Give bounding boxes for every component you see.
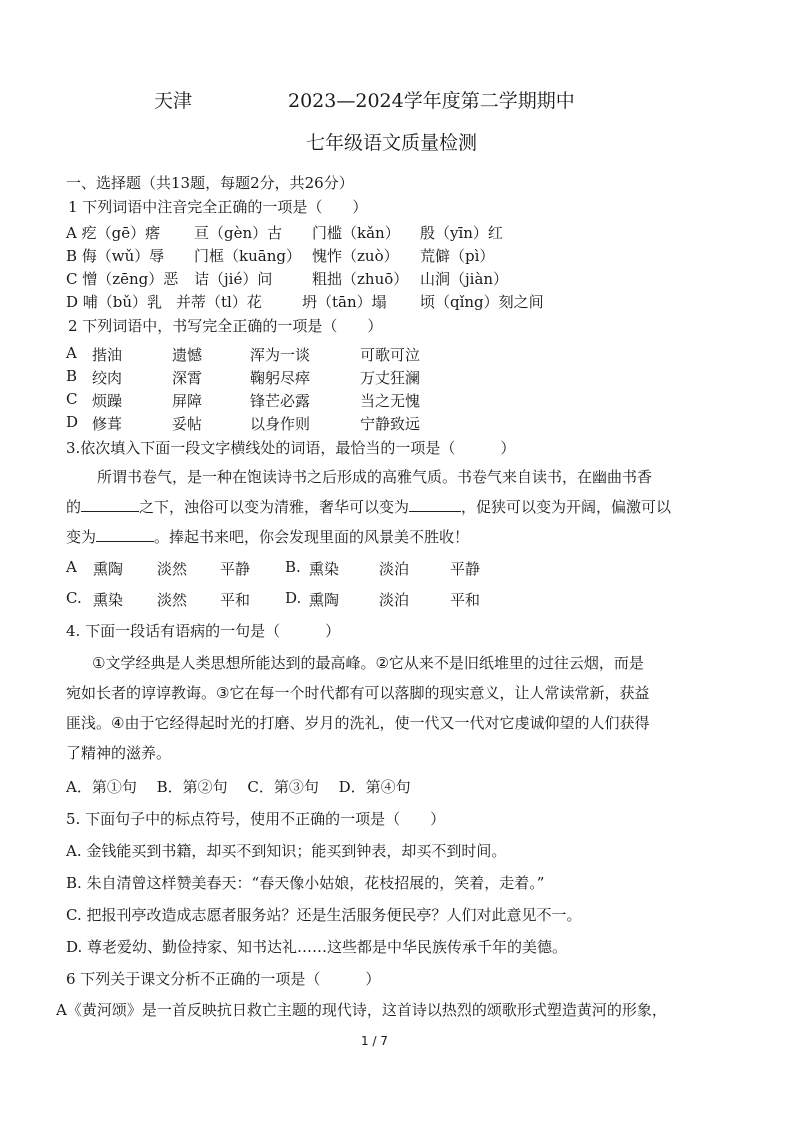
q4-passage-line1: ①文学经典是人类思想所能达到的最高峰。②它从来不是旧纸堆里的过往云烟，而是 [92, 654, 644, 672]
q4-stem: 4. 下面一段话有语病的一句是（ ） [66, 622, 341, 640]
q2-b-word3: 鞠躬尽瘁 [250, 369, 311, 387]
q2-stem: 2 下列词语中，书写完全正确的一项是（ ） [68, 317, 383, 335]
q2-d-letter: D [66, 413, 79, 431]
q2-b-letter: B [66, 367, 78, 385]
q3-blank-3 [96, 527, 154, 542]
q2-c-word3: 锋芒必露 [250, 392, 311, 410]
q3-d-letter: D. [285, 589, 302, 607]
q3-c-word1: 熏染 [93, 591, 124, 609]
q1-d-word2: 并蒂（tl）花 [176, 293, 262, 311]
q2-d-word1: 修葺 [92, 415, 123, 433]
q2-d-word2: 妥帖 [172, 415, 203, 433]
page-number: 1 / 7 [361, 1034, 388, 1048]
q1-a-word1: A 疙（gē）瘩 [66, 224, 161, 242]
q5-option-c: C. 把报刊亭改造成志愿者服务站？还是生活服务便民亭？人们对此意见不一。 [66, 906, 582, 924]
q3-text-3b: 。捧起书来吧，你会发现里面的风景美不胜收！ [154, 528, 470, 546]
q1-b-word1: B 侮（wǔ）辱 [66, 247, 165, 265]
q1-c-word2: 诘（jié）问 [194, 270, 273, 288]
q3-passage-line3 [66, 526, 469, 547]
q1-d-word4: 顷（qǐng）刻之间 [420, 293, 544, 311]
q6-option-a: A《黄河颂》是一首反映抗日救亡主题的现代诗，这首诗以热烈的颂歌形式塑造黄河的形象， [56, 1001, 667, 1019]
q5-option-b: B. 朱自清曾这样赞美春天：“春天像小姑娘，花枝招展的，笑着，走着。” [66, 874, 545, 892]
q2-b-word1: 绞肉 [92, 369, 123, 387]
q3-c-word2: 淡然 [157, 591, 188, 609]
q4-passage-line2: 宛如长者的谆谆教诲。③它在每一个时代都有可以落脚的现实意义，让人常读常新，获益 [66, 684, 650, 702]
q1-a-word2: 亘（gèn）古 [194, 224, 283, 242]
q3-text-3a: 变为 [66, 528, 97, 546]
q3-a-word3: 平静 [220, 560, 251, 578]
q3-d-word1: 熏陶 [309, 591, 340, 609]
q2-c-letter: C [66, 390, 78, 408]
q4-options: A．第①句 B．第②句 C．第③句 D．第④句 [66, 778, 411, 796]
q2-d-word4: 宁静致远 [360, 415, 421, 433]
q3-blank-1 [81, 497, 139, 512]
q2-c-word2: 屏障 [172, 392, 203, 410]
q2-d-word3: 以身作则 [250, 415, 311, 433]
q5-option-d: D. 尊老爱幼、勤俭持家、知书达礼……这些都是中华民族传承千年的美德。 [66, 938, 568, 956]
q1-b-word4: 荒僻（pì） [420, 247, 495, 265]
q1-stem [68, 196, 367, 217]
q3-text-2a: 的 [66, 498, 82, 516]
q4-passage-line4: 了精神的滋养。 [66, 744, 172, 762]
q3-b-word1: 熏染 [309, 560, 340, 578]
q2-a-word3: 浑为一谈 [250, 346, 311, 364]
q4-passage-line3: 匪浅。④由于它经得起时光的打磨、岁月的洗礼，使一代又一代对它虔诚仰望的人们获得 [66, 714, 650, 732]
q3-b-word3: 平静 [450, 560, 481, 578]
q2-b-word4: 万丈狂澜 [360, 369, 421, 387]
q2-c-word1: 烦躁 [92, 392, 123, 410]
q1-a-word4: 殷（yīn）红 [420, 224, 503, 242]
exam-year-title: 2023—2024学年度第二学期期中 [288, 90, 575, 112]
q1-d-word1: D 哺（bǔ）乳 [66, 293, 163, 311]
q3-b-letter: B. [285, 558, 301, 576]
q3-a-word1: 熏陶 [93, 560, 124, 578]
q2-a-word4: 可歌可泣 [360, 346, 421, 364]
q1-c-word1: C 憎（zēng）恶 [66, 270, 179, 288]
q2-c-word4: 当之无愧 [360, 392, 421, 410]
q3-stem: 3.依次填入下面一段文字横线处的词语，最恰当的一项是（ ） [66, 439, 516, 457]
exam-subtitle: 七年级语文质量检测 [306, 132, 478, 154]
q3-c-word3: 平和 [220, 591, 251, 609]
q1-b-word2: 门框（kuāng） [194, 247, 301, 265]
q1-c-word4: 山涧（jiàn） [420, 270, 509, 288]
q6-stem: 6 下列关于课文分析不正确的一项是（ ） [66, 970, 381, 988]
q3-text-2c: ，促狭可以变为开阔，偏激可以 [461, 498, 672, 516]
q1-c-word3: 粗拙（zhuō） [312, 270, 409, 288]
q3-d-word2: 淡泊 [379, 591, 410, 609]
q1-stem-text: 1 下列词语中注音完全正确的一项是（ ） [68, 198, 368, 216]
q3-c-letter: C. [66, 589, 82, 607]
q3-d-word3: 平和 [450, 591, 481, 609]
section-heading: 一、选择题（共13题，每题2分，共26分） [66, 174, 354, 192]
q3-a-letter: A [66, 558, 77, 576]
q3-passage-line1: 所谓书卷气，是一种在饱读诗书之后形成的高雅气质。书卷气来自读书，在幽曲书香 [97, 468, 653, 486]
q2-a-letter: A [66, 344, 77, 362]
q3-a-word2: 淡然 [157, 560, 188, 578]
q3-text-2b: 之下，浊俗可以变为清雅，奢华可以变为 [139, 498, 410, 516]
q1-b-word3: 愧怍（zuò） [312, 247, 399, 265]
q1-a-word3: 门槛（kǎn） [312, 224, 400, 242]
q3-b-word2: 淡泊 [379, 560, 410, 578]
q2-a-word2: 遗憾 [172, 346, 203, 364]
region-label: 天津 [154, 90, 193, 112]
q3-passage-line2 [66, 496, 671, 517]
q5-option-a: A. 金钱能买到书籍，却买不到知识；能买到钟表，却买不到时间。 [66, 842, 507, 860]
q1-d-word3: 坍（tān）塌 [302, 293, 387, 311]
q3-blank-2 [409, 497, 461, 512]
q5-stem: 5. 下面句子中的标点符号，使用不正确的一项是（ ） [66, 810, 446, 828]
q2-b-word2: 深霄 [172, 369, 203, 387]
q2-a-word1: 揩油 [92, 346, 123, 364]
